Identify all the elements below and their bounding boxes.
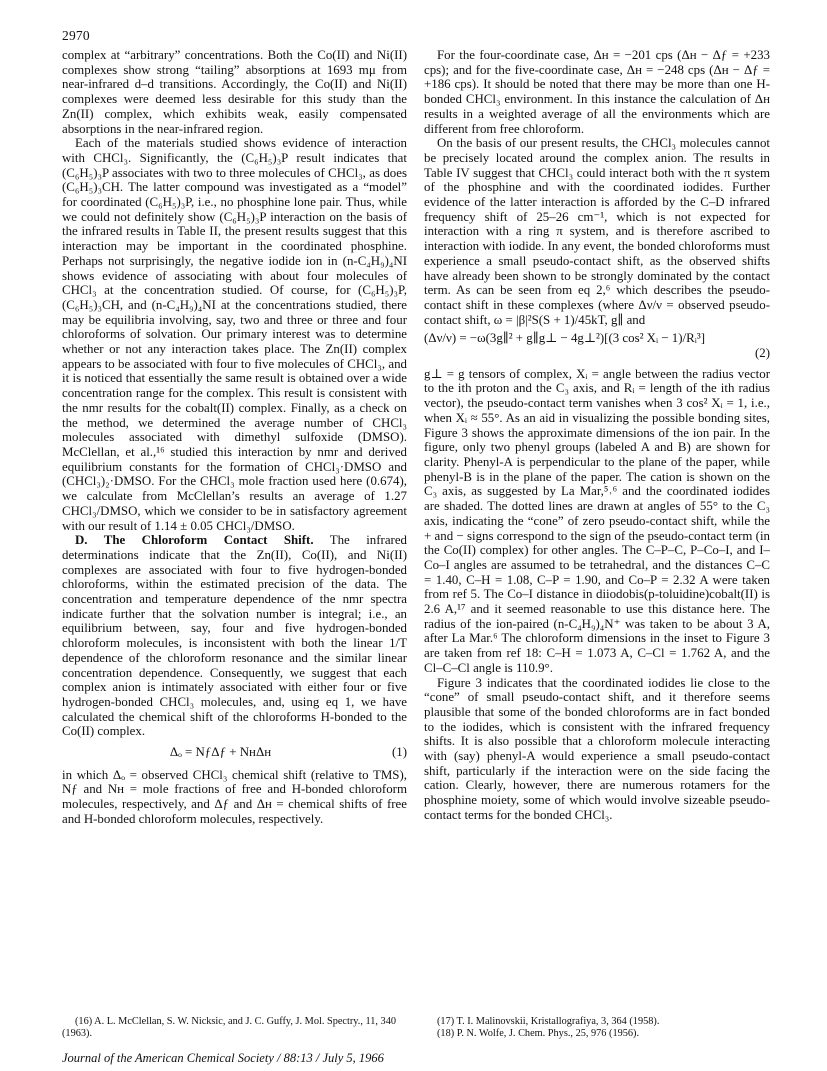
body-paragraph: in which Δₒ = observed CHCl₃ chemical shift (relative to TMS), Nƒ and Nʜ = mole fractions of free and H-bonded chloroform molecules, respectively, and Δƒ and Δʜ = chemical shifts of free and H-bonded chloroform molecules, respectively. bbox=[62, 767, 407, 826]
equation-body: (Δν/ν) = −ω(3g∥² + g∥g⊥ − 4g⊥²)[(3 cos² Xᵢ − 1)/Rᵢ³] bbox=[424, 331, 705, 346]
section-text: The infrared determinations indicate that the Zn(II), Co(II), and Ni(II) complexes are associated with four to five hydrogen-bonded chloroforms, within the estimated precision of the data. The concentration and temperature dependence of the nmr spectra indicate further that the solvation number is integral; i.e., an equilibrium between, say, four and five hydrogen-bonded chloroform molecules, is inconsistent with both the linear 1/T dependence of the chloroform resonance and the similar linear concentration dependence. Consequently, we suggest that each complex anion is intimately associated with either four or five hydrogen-bonded CHCl₃ molecules, and, using eq 1, we have calculated the chemical shift of the chloroforms H-bonded to the Co(II) complex. bbox=[62, 533, 408, 739]
equation-1 bbox=[62, 745, 407, 760]
equation-body: Δₒ = NƒΔƒ + NʜΔʜ bbox=[169, 745, 272, 760]
footnotes-left bbox=[62, 1016, 407, 1040]
body-paragraph: Each of the materials studied shows evidence of interaction with CHCl₃. Significantly, the (C₆H₅)₃P result indicates that (C₆H₅)₃P associates with two to three molecules of CHCl₃, as does (C₆H₅)₃CH. The latter compound was investigated as a “model” for coordinated (C₆H₅)₃P, i.e., no phosphine lone pair. Thus, while we could not definitely show (C₆H₅)₃P interaction on the basis of the infrared results in Table II, the present results suggest that this interaction may be important in the coordinated phosphine. Perhaps not surprisingly, the negative iodide ion in (n-C₄H₉)₄NI shows evidence of associating with about four molecules of CHCl₃ at the concentration studied. Of course, for (C₆H₅)₃P, (C₆H₅)₃CH, and (n-C₄H₉)₄NI at the concentrations studied, there may be equilibria involving, say, two and three or three and four chloroforms of solvation. Our primary interest was to determine whether or not any interaction takes place. The Zn(II) complex appears to be associated with four to five molecules of CHCl₃, and it is noticed that essentially the same result is obtained over a wide concentration range for the complex. This result is consistent with the nmr results for the cobalt(II) complex. Finally, as a check on the method, we determined the average number of CHCl₃ molecules associated with dimethyl sulfoxide (DMSO). McClellan, et al.,¹⁶ studied this interaction by nmr and derived equilibrium constants for the formation of CHCl₃·DMSO and (CHCl₃)₂·DMSO. For the CHCl₃ mole fraction used here (0.674), we calculate from McClellan’s results an average of 1.27 CHCl₃/DMSO, which we consider to be in satisfactory agreement with our result of 1.14 ± 0.05 CHCl₃/DMSO. bbox=[62, 136, 407, 533]
equation-2 bbox=[424, 331, 770, 360]
footnotes-right bbox=[424, 1016, 770, 1040]
equation-number: (1) bbox=[391, 745, 407, 760]
body-paragraph: On the basis of our present results, the CHCl₃ molecules cannot be precisely located around the complex anion. The results in Table IV suggest that CHCl₃ could interact both with the π system of the phosphine and with the coordinated iodides. Further evidence of the latter interaction is afforded by the C–D infrared frequency shift of 25–26 cm⁻¹, which is not expected for interaction with a ring π system, and is therefore ascribed to interaction with iodide. In any event, the bonded chloroforms must experience a small pseudo-contact shift, as the observed shifts have already been shown to be strongly dominated by the contact term. As can be seen from eq 2,⁶ which describes the pseudo-contact shift in these complexes (where Δν/ν = observed pseudo-contact shift, ω = |β|²S(S + 1)/45kT, g∥ and bbox=[424, 136, 770, 327]
right-column bbox=[424, 48, 770, 823]
section-heading: D. The Chloroform Contact Shift. bbox=[75, 533, 314, 548]
page-number: 2970 bbox=[62, 28, 90, 43]
section-paragraph bbox=[62, 533, 407, 739]
equation-number: (2) bbox=[754, 346, 770, 361]
body-paragraph: For the four-coordinate case, Δʜ = −201 cps (Δʜ − Δƒ = +233 cps); and for the five-coordinate case, Δʜ = −248 cps (Δʜ − Δƒ = +186 cps). It should be noted that there may be more than one H-bonded CHCl₃ environment. In this instance the calculation of Δʜ results in a weighted average of all the environments which are different from free chloroform. bbox=[424, 48, 770, 136]
body-paragraph: Figure 3 indicates that the coordinated iodides lie close to the “cone” of small pseudo-contact shift, and it therefore seems plausible that some of the bonded chloroforms are in fact bonded to the iodides, which is consistent with the infrared frequency shifts. It is also possible that a chloroform molecule interacting with (say) phenyl-A would experience a small pseudo-contact shift, particularly if the interaction were on the side facing the cation. Clearly, however, there are numerous rotamers for the phosphine moiety, some of which would involve sizeable pseudo-contact terms for the bonded CHCl₃. bbox=[424, 675, 770, 822]
left-column bbox=[62, 48, 407, 827]
footnote: (18) P. N. Wolfe, J. Chem. Phys., 25, 976 (1956). bbox=[437, 1028, 640, 1039]
body-paragraph: complex at “arbitrary” concentrations. Both the Co(II) and Ni(II) complexes show strong “tailing” absorptions at 1693 mμ from near-infrared d–d transitions. Accordingly, the Co(II) and Ni(II) complexes were deemed less desirable for this study than the Zn(II) complex, which exhibits weak, easily compensated absorptions in the near-infrared region. bbox=[62, 48, 407, 136]
footnote: (17) T. I. Malinovskii, Kristallografiya, 3, 364 (1958). bbox=[437, 1016, 660, 1027]
journal-footer: Journal of the American Chemical Society / 88:13 / July 5, 1966 bbox=[62, 1051, 384, 1065]
footnote: (16) A. L. McClellan, S. W. Nicksic, and J. C. Guffy, J. Mol. Spectry., 11, 340 (1963). bbox=[62, 1016, 396, 1039]
body-paragraph: g⊥ = g tensors of complex, Xᵢ = angle between the radius vector to the ith proton and the C₃ axis, and Rᵢ = length of the ith radius vector), the pseudo-contact term vanishes when 3 cos² Xᵢ = 1, i.e., when Xᵢ ≈ 55°. As an aid in visualizing the possible bonding sites, Figure 3 shows the approximate dimensions of the ion pair. In the figure, only two phenyl groups (labeled A and B) are shown for clarity. Phenyl-A is perpendicular to the plane of the paper, while phenyl-B is in the plane of the paper. The cation is shown on the C₃ axis, as suggested by La Mar,⁵˒⁶ and the coordinated iodides are shaded. The dotted lines are drawn at angles of 55° to the C₃ axis, indicating the “cone” of zero pseudo-contact shift, while the + and − signs correspond to the sign of the pseudo-contact term (in the Co(II) complex) for other angles. The C–P–C, P–Co–I, and I–Co–I angles are assumed to be tetrahedral, and the distances C–C = 1.40, C–H = 1.08, C–P = 1.90, and Co–P = 2.32 A were taken from ref 5. The Co–I distance in diiodobis(p-toluidine)cobalt(II) is 2.6 A,¹⁷ and it seemed reasonable to use this distance here. The radius of the ion-paired (n-C₄H₉)₄N⁺ was taken to be about 3 A, after La Mar.⁶ The chloroform dimensions in the inset to Figure 3 are taken from ref 18: C–H = 1.073 A, C–Cl = 1.762 A, and the Cl–C–Cl angle is 110.9°. bbox=[424, 366, 770, 675]
